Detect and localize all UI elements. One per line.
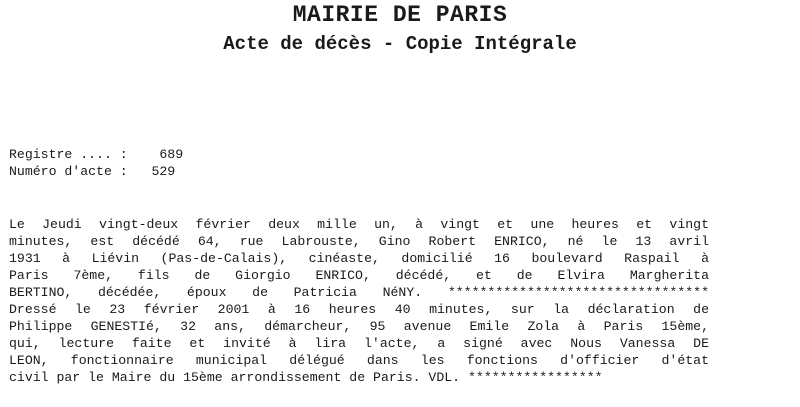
body-line: 1931 à Liévin (Pas-de-Calais), cinéaste, domicilié 16 boulevard Raspail à (9, 251, 709, 266)
registre-row (9, 146, 183, 163)
body-line: minutes, est décédé 64, rue Labrouste, Gino Robert ENRICO, né le 13 avril (9, 234, 709, 249)
act-metadata (9, 146, 183, 180)
body-line: civil par le Maire du 15ème arrondissement de Paris. VDL. ***************** (9, 370, 603, 385)
body-line: qui, lecture faite et invité à lira l'acte, a signé avec Nous Vanessa DE (9, 336, 709, 351)
body-line: Dressé le 23 février 2001 à 16 heures 40 minutes, sur la déclaration de (9, 302, 709, 317)
numero-acte-row (9, 163, 183, 180)
registre-label: Registre .... : (9, 147, 128, 162)
act-body (9, 216, 709, 386)
page-subtitle: Acte de décès - Copie Intégrale (223, 33, 577, 55)
body-line: Philippe GENESTIé, 32 ans, démarcheur, 95 avenue Emile Zola à Paris 15ème, (9, 319, 709, 334)
registre-value: 689 (159, 147, 184, 162)
body-line: LEON, fonctionnaire municipal délégué dans les fonctions d'officier d'état (9, 353, 709, 368)
body-line: Paris 7ème, fils de Giorgio ENRICO, décédé, et de Elvira Margherita (9, 268, 709, 283)
numero-acte-value: 529 (151, 164, 176, 179)
body-line: Le Jeudi vingt-deux février deux mille un, à vingt et une heures et vingt (9, 217, 709, 232)
page-title: MAIRIE DE PARIS (292, 2, 508, 28)
numero-acte-label: Numéro d'acte : (9, 164, 128, 179)
body-line: BERTINO, décédée, époux de Patricia NéNY. ********************************* (9, 285, 709, 300)
